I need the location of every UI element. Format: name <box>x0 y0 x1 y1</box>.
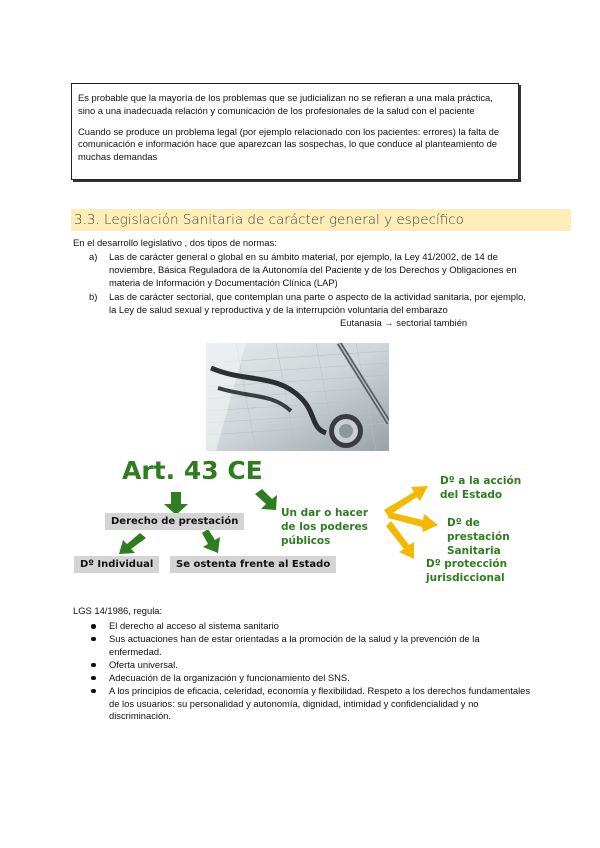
list-item-note: Eutanasia → sectorial también <box>340 317 468 328</box>
middle-text: Un dar o hacer de los poderes públicos <box>281 507 369 547</box>
list-marker: a) <box>89 251 98 262</box>
box-paragraph-1: Es probable que la mayoría de los problemas que se judicializan no se refieran a una mala práctica, sino a una inadecuada relación y comunicación de los profesionales de la salud con el paciente <box>78 92 493 116</box>
highlight-box <box>71 83 519 180</box>
arrow-down-right-icon <box>202 529 220 553</box>
list-marker: b) <box>89 290 98 302</box>
diagram-title: Art. 43 CE <box>122 456 263 485</box>
list-item: A los principios de eficacia, celeridad, economía y flexibilidad. Respeto a los derechos fundamentales de los usuarios: su personalidad y autonomía, dignidad, intimidad y confidencialidad y no discriminación. <box>91 685 531 723</box>
arrow-down-left-icon <box>119 533 146 554</box>
arrow-down-icon <box>164 492 188 515</box>
box-paragraph-2: Cuando se produce un problema legal (por ejemplo relacionado con los pacientes: errores) la falta de comunicación e información hace que aparezcan las sospechas, lo que conduce al planteamiento de muchas demandas <box>78 125 500 163</box>
stethoscope-photo <box>206 343 389 451</box>
arrow-diagonal-icon <box>255 489 277 510</box>
right-item-3: Dº protección jurisdiccional <box>426 558 508 584</box>
derecho-individual-box: Dº Individual <box>74 556 159 573</box>
list-item <box>89 250 529 290</box>
arrow-down-right-icon <box>386 521 414 559</box>
norm-types-list <box>89 250 529 328</box>
arrow-up-right-icon <box>384 486 428 516</box>
frente-estado-box: Se ostenta frente al Estado <box>170 556 336 573</box>
derecho-prestacion-box: Derecho de prestación <box>105 513 244 530</box>
list-item: Oferta universal. <box>91 659 531 672</box>
section-heading: 3.3. Legislación Sanitaria de carácter general y específico <box>71 209 571 231</box>
right-item-1: Dº a la acción del Estado <box>440 475 522 501</box>
lgs-bullets <box>91 620 531 723</box>
section-intro: En el desarrollo legislativo , dos tipos de normas: <box>73 237 277 248</box>
list-item-text: Las de carácter general o global en su ámbito material, por ejemplo, la Ley 41/2002, de 14 de noviembre, Básica Reguladora de la Autonomía del Paciente y de los Derechos y Obligaciones en materia de Información y Documentación Clínica (LAP) <box>109 251 517 289</box>
right-item-2: Dº de prestación Sanitaria <box>447 517 510 557</box>
list-item-text: Las de carácter sectorial, que contemplan una parte o aspecto de la actividad sanitaria, por ejemplo, la Ley de salud sexual y reproductiva y de la interrupción voluntaria del embarazo <box>109 290 526 315</box>
list-item <box>89 290 529 328</box>
list-item: Adecuación de la organización y funcionamiento del SNS. <box>91 672 531 685</box>
lgs-intro: LGS 14/1986, regula: <box>73 605 163 616</box>
list-item: Sus actuaciones han de estar orientadas a la promoción de la salud y la prevención de la enfermedad. <box>91 633 531 659</box>
list-item: El derecho al acceso al sistema sanitario <box>91 620 531 633</box>
